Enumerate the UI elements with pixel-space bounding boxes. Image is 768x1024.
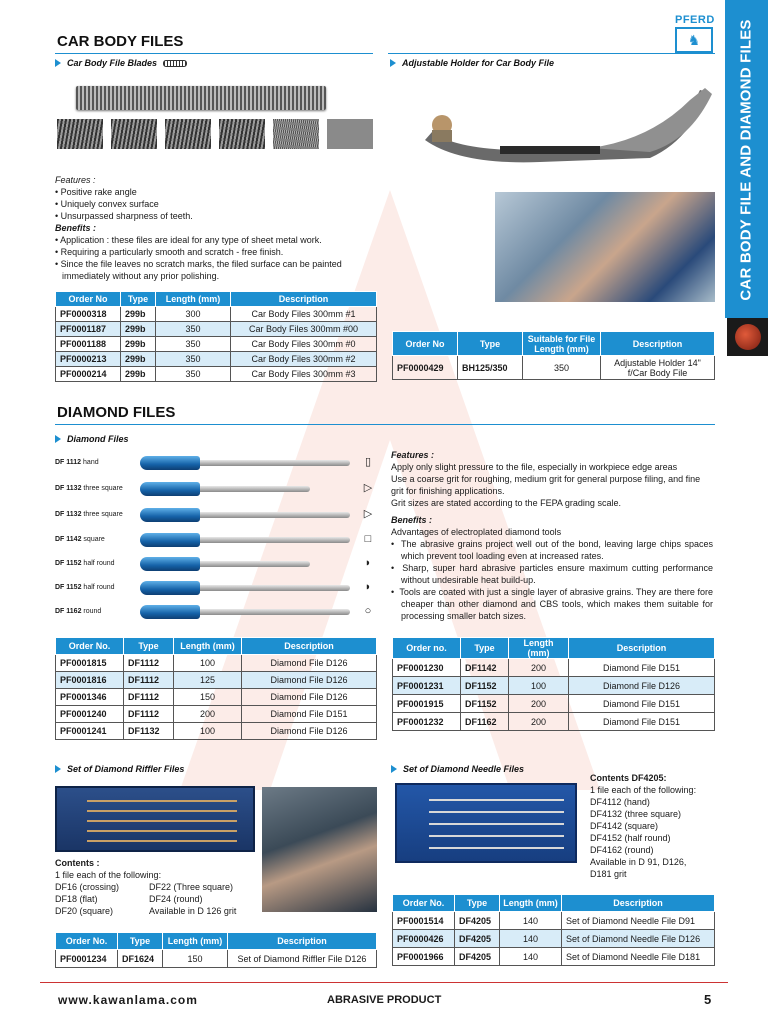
horse-logo-icon: ♞ <box>675 27 713 53</box>
riffler-list-col2: DF22 (Three square) DF24 (round) Available in D 126 grit <box>149 882 237 916</box>
diamond-title: DIAMOND FILES <box>57 404 176 421</box>
round-profile-icon: ○ <box>364 605 372 617</box>
file-label: DF 1152 half round <box>55 560 115 567</box>
diamond-table-right: Order no. Type Length (mm) Description PF0001230 DF1142 200 Diamond File D151 PF0001231 DF1152 100 Diamond File D126 PF0001915 DF1152 200 Diamond File D151 PF0001232 DF1162 200 Diamond File D151 <box>392 637 715 731</box>
triangle-bullet-icon <box>391 765 397 773</box>
side-tab <box>727 318 768 356</box>
diamond-features: Features : Apply only slight pressure to the file, especially in workpiece edge areas Use a coarse grit for roughing, medium grit for general purpose filing, and fine grit for finishing applications. Grit sizes are stated according to the FEPA grading scale. Benefits : Advantages of electroplated diamond tools • The abrasive grains project well out of the bond, leaving large chips spaces which prevent tool loading even at increased rates. • Sharp, super hard abrasive particles ensure maximum cutting performance without undesirable heat build-up. • Tools are coated with just a single layer of abrasive grains. They are there fore cheaper than other diamond and CBS tools, which makes them suitable for processing smaller batch sizes. <box>391 450 713 621</box>
blade-sample-image <box>111 119 157 149</box>
half-round-profile-icon: ◗ <box>364 581 372 593</box>
table-row: PF0000429 BH125/350 350 Adjustable Holder 14" f/Car Body File <box>393 356 715 380</box>
car-body-file-blade-image <box>76 86 326 110</box>
needle-contents: Contents DF4205: 1 file each of the following: DF4112 (hand) DF4132 (three square) DF4142 (square) DF4152 (half round) DF4162 (round) Available in D 91, D126, D181 grit <box>590 773 697 879</box>
needle-subheading: Set of Diamond Needle Files <box>391 764 524 774</box>
holder-table: Order No Type Suitable for File Length (mm) Description PF0000429 BH125/350 350 Adjustable Holder 14" f/Car Body File <box>392 331 715 380</box>
divider <box>55 424 715 425</box>
needle-set-image <box>395 783 577 863</box>
file-label: DF 1162 round <box>55 608 102 615</box>
file-label: DF 1112 hand <box>55 459 99 466</box>
table-row: PF0001232 DF1162 200 Diamond File D151 <box>393 713 715 731</box>
file-label: DF 1142 square <box>55 536 105 543</box>
side-banner-text: CAR BODY FILE AND DIAMOND FILES <box>737 19 755 301</box>
blade-sample-image <box>219 119 265 149</box>
table-row: PF0001346 DF1112 150 Diamond File D126 <box>56 689 377 706</box>
file-label: DF 1132 three square <box>55 485 123 492</box>
table-row: PF0001188 299b 350 Car Body Files 300mm #0 <box>56 337 377 352</box>
three-square-profile-icon: ▷ <box>363 508 373 520</box>
triangle-bullet-icon <box>55 765 61 773</box>
table-row: PF0001816 DF1112 125 Diamond File D126 <box>56 672 377 689</box>
table-row: PF0001915 DF1152 200 Diamond File D151 <box>393 695 715 713</box>
table-row: PF0001240 DF1112 200 Diamond File D151 <box>56 706 377 723</box>
holder-in-use-photo <box>495 192 715 302</box>
abrasive-disc-icon <box>735 324 761 350</box>
diamond-file-image <box>140 508 355 522</box>
blade-sample-image <box>273 119 319 149</box>
table-row: PF0001187 299b 350 Car Body Files 300mm #00 <box>56 322 377 337</box>
table-row: PF0001234 DF1624 150 Set of Diamond Riffler File D126 <box>56 950 377 968</box>
divider <box>388 53 715 54</box>
table-row: PF0001514 DF4205 140 Set of Diamond Needle File D91 <box>393 912 715 930</box>
diamond-file-image <box>140 557 355 571</box>
pferd-logo: PFERD ♞ <box>675 14 715 53</box>
page-number: 5 <box>704 992 712 1007</box>
adjustable-holder-image <box>420 80 715 180</box>
divider <box>55 53 373 54</box>
diamond-files-subheading: Diamond Files <box>55 434 129 444</box>
diamond-file-image <box>140 605 355 619</box>
square-profile-icon: □ <box>364 533 372 545</box>
table-row: PF0001241 DF1132 100 Diamond File D126 <box>56 723 377 740</box>
table-row: PF0001966 DF4205 140 Set of Diamond Needle File D181 <box>393 948 715 966</box>
file-label: DF 1132 three square <box>55 511 123 518</box>
table-row: PF0001231 DF1152 100 Diamond File D126 <box>393 677 715 695</box>
table-row: PF0000318 299b 300 Car Body Files 300mm #1 <box>56 307 377 322</box>
car-body-title: CAR BODY FILES <box>57 33 184 50</box>
blade-sample-image <box>165 119 211 149</box>
needle-table: Order No. Type Length (mm) Description PF0001514 DF4205 140 Set of Diamond Needle File D91 PF0000426 DF4205 140 Set of Diamond Needle File D126 PF0001966 DF4205 140 Set of Diamond Needle File D181 <box>392 894 715 966</box>
table-row: PF0001230 DF1142 200 Diamond File D151 <box>393 659 715 677</box>
triangle-bullet-icon <box>55 59 61 67</box>
diamond-file-image <box>140 533 355 547</box>
table-row: PF0000214 299b 350 Car Body Files 300mm #3 <box>56 367 377 382</box>
riffler-contents: Contents : 1 file each of the following: <box>55 858 162 880</box>
diamond-table-left: Order No. Type Length (mm) Description PF0001815 DF1112 100 Diamond File D126 PF0001816 DF1112 125 Diamond File D126 PF0001346 DF1112 150 Diamond File D126 PF0001240 DF1112 200 Diamond File D151 PF0001241 DF1132 100 Diamond File D126 <box>55 637 377 740</box>
triangle-bullet-icon <box>55 435 61 443</box>
footer-url[interactable]: www.kawanlama.com <box>58 993 198 1007</box>
table-row: PF0000426 DF4205 140 Set of Diamond Needle File D126 <box>393 930 715 948</box>
half-round-profile-icon: ◗ <box>364 557 372 569</box>
diamond-file-image <box>140 456 355 470</box>
car-body-features: Features : • Positive rake angle • Uniquely convex surface • Unsurpassed sharpness of teeth. Benefits : • Application : these files are ideal for any type of sheet metal work. • Requiring a particularly smooth and scratch - free finish. • Since the file leaves no scratch marks, the filed surface can be painted immediately without any prior polishing. <box>55 175 342 281</box>
riffler-table: Order No. Type Length (mm) Description PF0001234 DF1624 150 Set of Diamond Riffler File D126 <box>55 932 377 968</box>
riffler-set-image <box>55 786 255 852</box>
triangle-bullet-icon <box>390 59 396 67</box>
riffler-list-col1: DF16 (crossing) DF18 (flat) DF20 (square) <box>55 882 120 916</box>
blades-subheading: Car Body File Blades <box>55 58 187 68</box>
file-blade-icon <box>163 60 187 67</box>
file-label: DF 1152 half round <box>55 584 115 591</box>
riffler-subheading: Set of Diamond Riffler Files <box>55 764 184 774</box>
footer-section-label: ABRASIVE PRODUCT <box>327 994 442 1006</box>
diamond-file-image <box>140 482 355 496</box>
blade-sample-image <box>327 119 373 149</box>
footer-divider <box>40 982 728 983</box>
table-row: PF0000213 299b 350 Car Body Files 300mm #2 <box>56 352 377 367</box>
diamond-file-image <box>140 581 355 595</box>
holder-subheading: Adjustable Holder for Car Body File <box>390 58 554 68</box>
three-square-profile-icon: ▷ <box>363 482 373 494</box>
table-row: PF0001815 DF1112 100 Diamond File D126 <box>56 655 377 672</box>
worker-using-file-photo <box>262 787 377 912</box>
car-body-table: Order No Type Length (mm) Description PF0000318 299b 300 Car Body Files 300mm #1 PF0001187 299b 350 Car Body Files 300mm #00 PF0001188 299b 350 Car Body Files 300mm #0 PF0000213 299b 350 Car Body Files 300mm #2 PF0000214 299b 350 Car Body Files 300mm #3 <box>55 291 377 382</box>
blade-sample-image <box>57 119 103 149</box>
hand-profile-icon: ▯ <box>364 456 372 468</box>
